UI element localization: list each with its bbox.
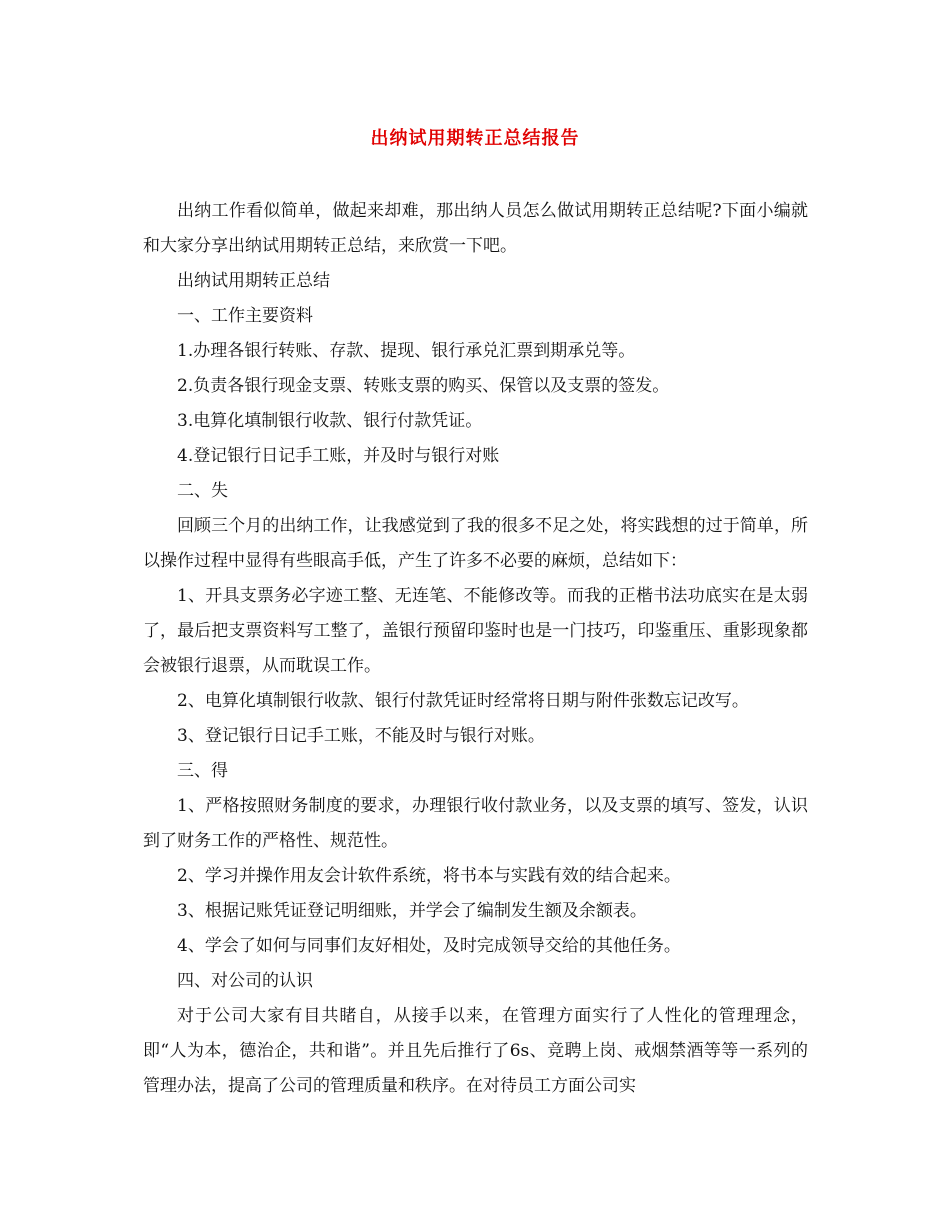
paragraph: 一、工作主要资料 [177, 306, 313, 326]
document-title: 出纳试用期转正总结报告 [370, 128, 580, 149]
paragraph: 1、开具支票务必字迹工整、无连笔、不能修改等。而我的正楷书法功底实在是太弱了，最后把支票资料写工整了，盖银行预留印鉴时也是一门技巧，印鉴重压、重影现象都会被银行退票，从而耽误工作。 [143, 586, 808, 676]
paragraph: 3、登记银行日记手工账，不能及时与银行对账。 [177, 726, 545, 746]
document-body [143, 194, 808, 1104]
paragraph: 三、得 [177, 761, 228, 781]
paragraph: 1.办理各银行转账、存款、提现、银行承兑汇票到期承兑等。 [177, 341, 636, 361]
paragraph: 回顾三个月的出纳工作，让我感觉到了我的很多不足之处，将实践想的过于简单，所以操作过程中显得有些眼高手低，产生了许多不必要的麻烦，总结如下： [143, 516, 808, 571]
paragraph: 2.负责各银行现金支票、转账支票的购买、保管以及支票的签发。 [177, 376, 670, 396]
paragraph: 4.登记银行日记手工账，并及时与银行对账 [177, 446, 500, 466]
paragraph: 出纳工作看似简单，做起来却难，那出纳人员怎么做试用期转正总结呢?下面小编就和大家分享出纳试用期转正总结，来欣赏一下吧。 [143, 201, 808, 256]
paragraph: 3.电算化填制银行收款、银行付款凭证。 [177, 411, 483, 431]
paragraph: 1、严格按照财务制度的要求，办理银行收付款业务，以及支票的填写、签发，认识到了财务工作的严格性、规范性。 [143, 796, 808, 851]
paragraph: 3、根据记账凭证登记明细账，并学会了编制发生额及余额表。 [177, 901, 647, 921]
paragraph: 4、学会了如何与同事们友好相处，及时完成领导交给的其他任务。 [177, 936, 681, 956]
paragraph: 二、失 [177, 481, 228, 501]
paragraph: 四、对公司的认识 [177, 971, 313, 991]
paragraph: 对于公司大家有目共睹自，从接手以来，在管理方面实行了人性化的管理理念，即“人为本，德治企，共和谐”。并且先后推行了6s、竞聘上岗、戒烟禁酒等等一系列的管理办法，提高了公司的管理质量和秩序。在对待员工方面公司实 [143, 1006, 808, 1096]
paragraph: 2、电算化填制银行收款、银行付款凭证时经常将日期与附件张数忘记改写。 [177, 691, 749, 711]
paragraph: 2、学习并操作用友会计软件系统，将书本与实践有效的结合起来。 [177, 866, 681, 886]
paragraph: 出纳试用期转正总结 [177, 271, 330, 291]
